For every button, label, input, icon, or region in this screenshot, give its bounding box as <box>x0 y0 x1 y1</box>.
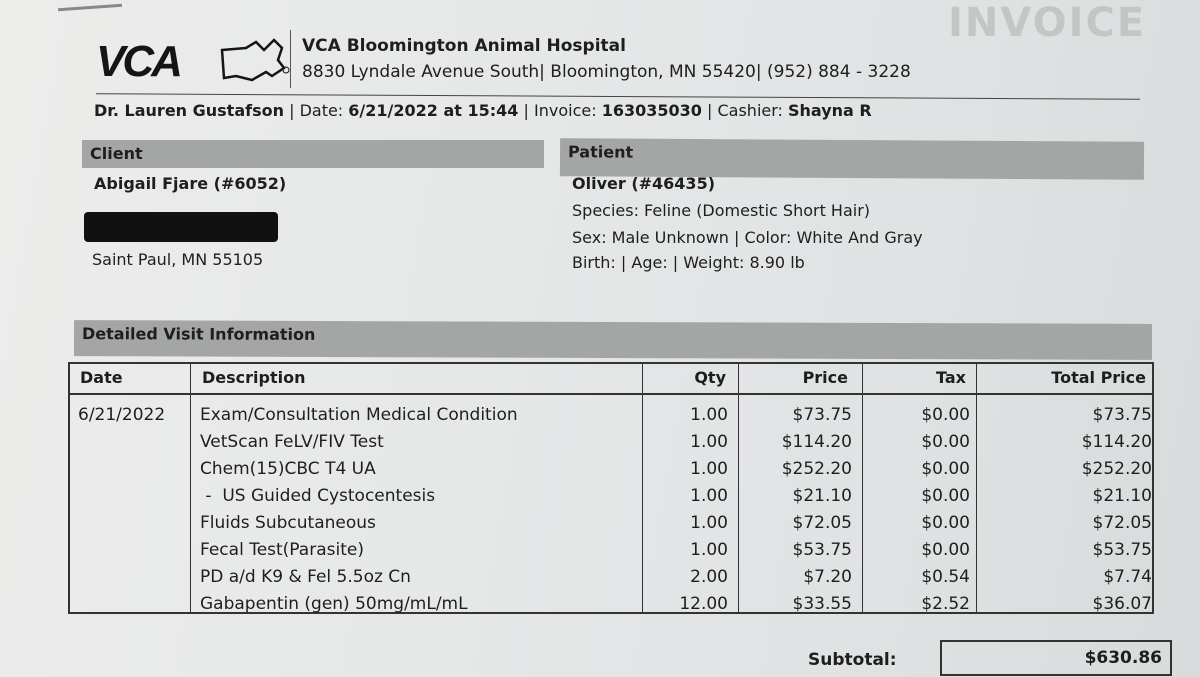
table-row-total: $114.20 <box>1081 432 1152 452</box>
table-row-price: $252.20 <box>781 459 852 479</box>
us-map-outline-icon <box>222 40 284 80</box>
table-row-qty: 12.00 <box>679 594 728 614</box>
patient-sex-color: Sex: Male Unknown | Color: White And Gray <box>572 228 923 247</box>
total-column <box>980 402 1152 618</box>
table-row-price: $114.20 <box>781 432 852 452</box>
table-row-description: Gabapentin (gen) 50mg/mL/mL <box>200 594 468 614</box>
table-row-qty: 1.00 <box>690 486 728 506</box>
table-row-description: Chem(15)CBC T4 UA <box>200 459 376 479</box>
doctor-name: Dr. Lauren Gustafson <box>94 101 284 120</box>
table-row-qty: 1.00 <box>690 513 728 533</box>
table-row-qty: 1.00 <box>690 540 728 560</box>
table-row-tax: $0.00 <box>921 486 970 506</box>
col-divider <box>642 362 643 614</box>
table-row-total: $73.75 <box>1092 405 1152 425</box>
invoice-label: Invoice: <box>534 101 597 120</box>
client-city: Saint Paul, MN 55105 <box>92 250 264 269</box>
table-row-tax: $2.52 <box>921 594 970 614</box>
description-column <box>200 402 518 618</box>
table-row-price: $33.55 <box>792 594 852 614</box>
table-row-tax: $0.00 <box>921 405 970 425</box>
table-row-description: Exam/Consultation Medical Condition <box>200 405 518 425</box>
table-row-tax: $0.00 <box>921 459 970 479</box>
table-row-qty: 1.00 <box>690 459 728 479</box>
table-row-qty: 1.00 <box>690 432 728 452</box>
row-date-cell: 6/21/2022 <box>78 405 166 425</box>
table-row-price: $7.20 <box>803 567 852 587</box>
patient-heading: Patient <box>560 138 1144 180</box>
corner-mark <box>58 4 122 11</box>
date-label: Date: <box>299 101 344 120</box>
table-row-tax: $0.00 <box>921 540 970 560</box>
table-row-qty: 2.00 <box>690 567 728 587</box>
cashier-label: Cashier: <box>717 101 783 120</box>
hospital-address: 8830 Lyndale Avenue South| Bloomington, MN 55420| (952) 884 - 3228 <box>302 62 911 82</box>
client-heading: Client <box>82 140 544 168</box>
qty-column <box>646 402 728 618</box>
table-row-qty: 1.00 <box>690 405 728 425</box>
header-rule <box>96 93 1140 99</box>
visit-info-line: Dr. Lauren Gustafson | Date: 6/21/2022 at 15:44 | Invoice: 163035030 | Cashier: Shayna R <box>94 101 872 120</box>
cashier-name: Shayna R <box>788 101 872 120</box>
tax-column <box>866 402 970 618</box>
table-row-price: $53.75 <box>792 540 852 560</box>
table-row-description: Fluids Subcutaneous <box>200 513 376 533</box>
patient-species: Species: Feline (Domestic Short Hair) <box>572 201 871 220</box>
table-row-description: PD a/d K9 & Fel 5.5oz Cn <box>200 567 411 587</box>
col-header-price: Price <box>802 368 848 387</box>
price-column <box>742 402 852 618</box>
col-header-tax: Tax <box>936 368 966 387</box>
col-divider <box>738 362 739 614</box>
hospital-name: VCA Bloomington Animal Hospital <box>302 36 626 56</box>
col-header-qty: Qty <box>694 368 726 387</box>
col-divider <box>190 362 191 614</box>
visit-heading: Detailed Visit Information <box>74 320 1152 360</box>
patient-name: Oliver (#46435) <box>572 174 716 193</box>
col-header-description: Description <box>202 368 306 387</box>
invoice-number: 163035030 <box>601 101 702 120</box>
table-row-tax: $0.00 <box>921 432 970 452</box>
col-divider <box>862 362 863 614</box>
table-row-price: $72.05 <box>792 513 852 533</box>
redacted-address <box>84 212 278 242</box>
table-row-price: $21.10 <box>792 486 852 506</box>
table-row-description: - US Guided Cystocentesis <box>200 486 436 506</box>
header-divider <box>290 30 291 88</box>
col-header-total: Total Price <box>1051 368 1146 387</box>
table-row-description: VetScan FeLV/FIV Test <box>200 432 384 452</box>
col-divider <box>976 362 977 614</box>
table-row-tax: $0.00 <box>921 513 970 533</box>
subtotal-label: Subtotal: <box>808 650 897 670</box>
vca-logo-text: VCA <box>96 37 180 86</box>
subtotal-value: $630.86 <box>940 640 1172 676</box>
table-row-total: $53.75 <box>1092 540 1152 560</box>
col-header-date: Date <box>80 368 123 387</box>
table-row-total: $252.20 <box>1081 459 1152 479</box>
table-row-total: $7.74 <box>1103 567 1152 587</box>
patient-birth-age-weight: Birth: | Age: | Weight: 8.90 lb <box>572 253 805 272</box>
table-row-tax: $0.54 <box>921 567 970 587</box>
table-row-price: $73.75 <box>792 405 852 425</box>
registered-mark-icon <box>283 67 289 73</box>
client-name: Abigail Fjare (#6052) <box>94 174 287 193</box>
table-header-rule <box>68 393 1154 395</box>
table-row-description: Fecal Test(Parasite) <box>200 540 364 560</box>
visit-date: 6/21/2022 at 15:44 <box>348 101 519 120</box>
vca-logo <box>96 36 292 86</box>
table-row-total: $72.05 <box>1092 513 1152 533</box>
table-row-total: $21.10 <box>1092 486 1152 506</box>
table-row-total: $36.07 <box>1092 594 1152 614</box>
invoice-watermark: INVOICE <box>948 0 1147 46</box>
